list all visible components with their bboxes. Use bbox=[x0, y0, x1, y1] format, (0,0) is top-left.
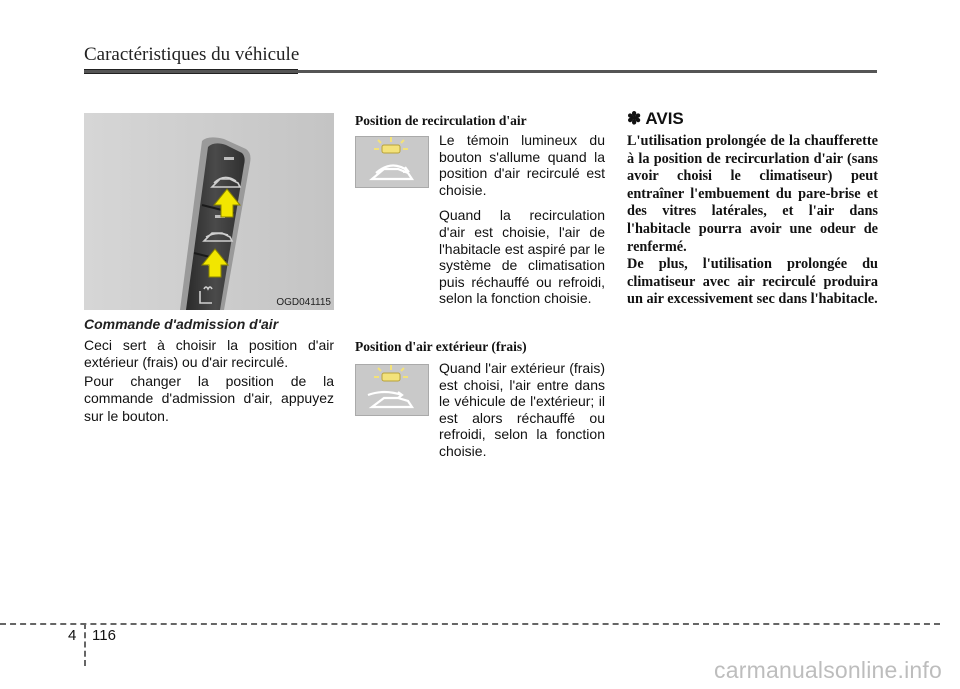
notice-paragraph: L'utilisation prolongée de la chaufferette à la position de recircurlation d'air (sans avoir choisi le climatiseur) peut entraîner l'embuement du pare-brise et des vitres latérales, et l'air dans l'habitacle pourra avoir une odeur de renfermé. bbox=[627, 133, 878, 255]
notice-body bbox=[627, 133, 878, 309]
notice-title bbox=[627, 109, 684, 129]
instruction-paragraph: Pour changer la position de la commande d'admission d'air, appuyez sur le bouton. bbox=[84, 373, 334, 424]
console-illustration bbox=[84, 113, 334, 310]
air-intake-control-figure bbox=[84, 113, 334, 310]
outside-air-heading: Position d'air extérieur (frais) bbox=[355, 339, 527, 354]
indicator-light-icon bbox=[374, 137, 408, 153]
outside-air-car-icon bbox=[368, 392, 412, 407]
recirculation-car-icon bbox=[372, 165, 412, 179]
indicator-light-icon bbox=[374, 365, 408, 381]
footer-rule bbox=[0, 623, 940, 625]
figure-code: OGD041115 bbox=[276, 297, 331, 308]
outside-air-text bbox=[439, 360, 605, 469]
page-number: 116 bbox=[92, 627, 116, 644]
recirculation-text bbox=[439, 132, 605, 316]
header-rule bbox=[84, 70, 877, 73]
outside-air-indicator-figure bbox=[355, 364, 429, 416]
recirculation-heading: Position de recirculation d'air bbox=[355, 113, 527, 128]
chapter-number: 4 bbox=[68, 627, 77, 644]
outside-air-paragraph: Quand l'air extérieur (frais) est choisi, l'air entre dans le véhicule de l'extérieur; il est alors réchauffé ou refroidi, selon la fonction choisie. bbox=[439, 360, 605, 459]
header-title: Caractéristiques du véhicule bbox=[84, 44, 300, 65]
recirculation-paragraph: Quand la recirculation d'air est choisie, l'air de l'habitacle est aspiré par le système de climatisation puis réchauffé ou refroidi, selon la fonction choisie. bbox=[439, 207, 605, 307]
asterisk-icon: ✽ bbox=[627, 109, 642, 128]
watermark: carmanualsonline.info bbox=[714, 657, 942, 683]
notice-paragraph: De plus, l'utilisation prolongée du climatiseur avec air recirculé produira un air excessivement sec dans l'habitacle. bbox=[627, 256, 878, 308]
recirculation-paragraph: Le témoin lumineux du bouton s'allume quand la position d'air recirculé est choisie. bbox=[439, 132, 605, 198]
notice-title-text: AVIS bbox=[645, 109, 684, 128]
intro-paragraph: Ceci sert à choisir la position d'air extérieur (frais) ou d'air recirculé. bbox=[84, 337, 334, 371]
section-heading: Commande d'admission d'air bbox=[84, 316, 279, 332]
recirculation-indicator-figure bbox=[355, 136, 429, 188]
footer-divider bbox=[84, 623, 86, 666]
